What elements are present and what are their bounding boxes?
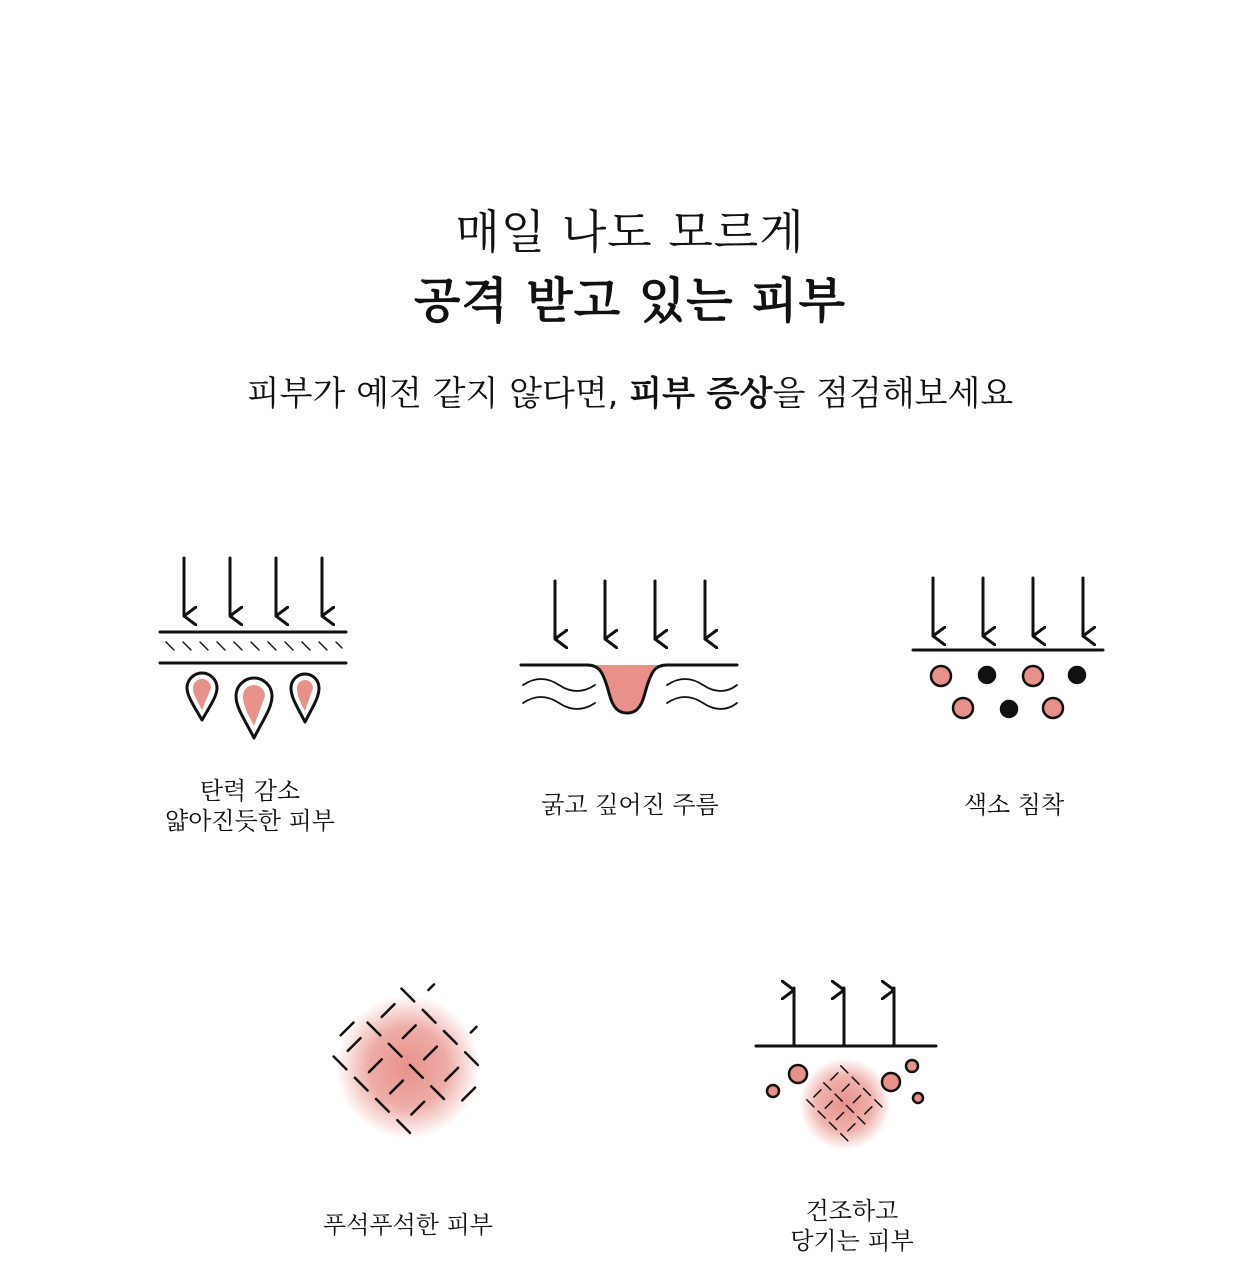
symptom-label-rough xyxy=(258,1210,558,1240)
label-line: 얇아진듯한 피부 xyxy=(165,807,335,835)
symptom-label-wrinkle xyxy=(480,790,780,820)
label-line: 탄력 감소 xyxy=(199,777,301,805)
thinning-skin-icon xyxy=(150,550,360,750)
subtitle-text-end: 을 점검해보세요 xyxy=(772,374,1014,414)
symptom-label-dry xyxy=(702,1196,1002,1256)
subtitle-text: 피부가 예전 같지 않다면, xyxy=(246,374,630,414)
subtitle xyxy=(0,366,1260,415)
pigmentation-icon xyxy=(905,570,1115,730)
label-line: 색소 침착 xyxy=(963,791,1065,819)
symptom-label-pigmentation xyxy=(864,790,1164,820)
rough-skin-icon xyxy=(320,975,500,1155)
symptom-label-thinning xyxy=(100,776,400,836)
label-line: 당기는 피부 xyxy=(790,1227,914,1255)
headline-line2: 공격 받고 있는 피부 xyxy=(413,273,847,329)
label-line: 굵고 깊어진 주름 xyxy=(541,791,719,819)
wrinkle-icon xyxy=(515,575,745,725)
headline-line1: 매일 나도 모르게 xyxy=(455,205,805,259)
label-line: 건조하고 xyxy=(805,1197,899,1225)
subtitle-emphasis: 피부 증상 xyxy=(629,374,773,414)
label-line: 푸석푸석한 피부 xyxy=(323,1211,493,1239)
dry-tight-skin-icon xyxy=(750,980,940,1150)
